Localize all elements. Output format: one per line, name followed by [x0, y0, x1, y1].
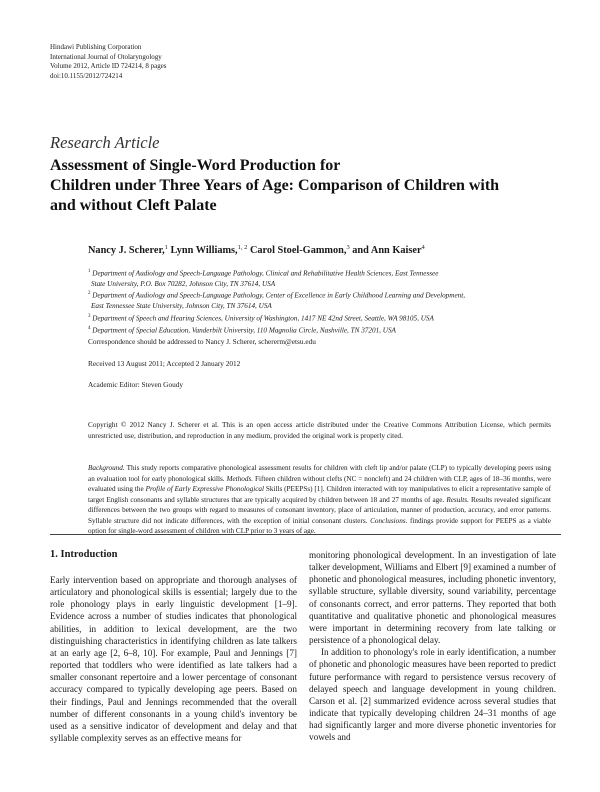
- academic-editor: Academic Editor: Steven Goudy: [88, 380, 184, 389]
- header-doi: doi:10.1155/2012/724214: [50, 71, 123, 80]
- title-line: Children under Three Years of Age: Comparison of Children with: [50, 177, 500, 194]
- author-affil-ref: 1: [164, 244, 168, 251]
- section-divider: [50, 534, 561, 535]
- header-publisher: Hindawi Publishing Corporation: [50, 43, 142, 51]
- article-type: Research Article: [50, 133, 160, 152]
- author-list: [88, 244, 425, 256]
- abstract: [88, 463, 551, 537]
- abstract-text: Results revealed significant differences between the two groups with regard to measures of consonant inventory, place of articulation, manner of production, accuracy, and error patterns. Syllable structure did not indicate differences, with the exception of initial consonant clusters.: [88, 495, 551, 525]
- affiliation-number: 1: [88, 269, 91, 274]
- journal-header: [50, 43, 167, 81]
- author-name: and Ann Kaiser: [352, 245, 422, 256]
- title-line: and without Cleft Palate: [50, 197, 217, 214]
- affiliation-number: 4: [88, 325, 91, 331]
- affiliation-text: Department of Speech and Hearing Sciences, University of Washington, 1417 NE 42nd Street, Seattle, WA 98105, USA: [92, 314, 434, 323]
- abstract-label: Results.: [446, 495, 469, 504]
- author-name: Lynn Williams,: [170, 245, 238, 256]
- affiliation-text: State University, P.O. Box 70282, Johnson City, TN 37614, USA: [91, 279, 276, 288]
- affiliation-text: Department of Audiology and Speech-Language Pathology, Center of Excellence in Early Childhood Learning and Development,: [92, 291, 466, 300]
- instrument-title: Profile of Early Expressive Phonological: [145, 485, 264, 493]
- affiliation-number: 2: [88, 291, 91, 297]
- header-volume: Volume 2012, Article ID 724214, 8 pages: [50, 62, 167, 70]
- abstract-text: This study reports comparative phonological assessment results for children with cleft lip and/or palate (CLP) to typically developing peers using an evaluation tool for early phonological skills.: [88, 464, 551, 483]
- copyright-notice: Copyright © 2012 Nancy J. Scherer et al. This is an open access article distributed under the Creative Commons Attribution License, which permits unrestricted use, distribution, and reproduction in any medium, provided the original work is properly cited.: [88, 420, 551, 440]
- affiliation: [88, 289, 558, 311]
- abstract-text: Skills (PEEPSs) [1]. Children interacted with toy manipulatives to elicit a representative sample of target English consonants and syllable structures that are typically acquired by children between 18 and 27 months of age.: [88, 485, 551, 504]
- header-journal: International Journal of Otolaryngology: [50, 52, 162, 61]
- affiliation-number: 3: [88, 313, 91, 319]
- abstract-label: Background.: [88, 464, 125, 472]
- body-column-right: [309, 549, 556, 744]
- author-name: Carol Stoel-Gammon,: [249, 245, 347, 256]
- title-line: Assessment of Single-Word Production for: [50, 157, 341, 174]
- abstract-label: Methods.: [226, 474, 254, 483]
- author-affil-ref: 3: [346, 244, 350, 251]
- body-paragraph: monitoring phonological development. In an investigation of late talker development, Williams and Elbert [9] examined a number of phonetic and phonological measures, including phonetic inventory, syllable structure, syllable diversity, sound variability, percentage of consonants correct, and error patterns. They reported that both quantitative and qualitative phonetic and phonological measures were important in determining recovery from late talking or persistence of a phonological delay.: [309, 550, 556, 646]
- affiliation: [88, 312, 558, 324]
- author-name: Nancy J. Scherer,: [88, 245, 165, 256]
- author-affil-ref: 1, 2: [237, 244, 248, 251]
- affiliation-text: East Tennessee State University, Johnson City, TN 37614, USA: [91, 302, 272, 311]
- affiliation: [88, 267, 558, 289]
- paper-title: [50, 156, 560, 216]
- affiliation-text: Department of Audiology and Speech-Language Pathology, Clinical and Rehabilitative Health Sciences, East Tennessee: [92, 269, 439, 278]
- body-paragraph: Early intervention based on appropriate and thorough analyses of articulatory and phonological skills is essential; largely due to the role phonology plays in early linguistic development [1–9]. Evidence across a number of studies indicates that phonological abilities, in addition to lexical development, are the two distinguishing characteristics in identifying children as late talkers at an early age [2, 6–8, 10]. For example, Paul and Jennings [7] reported that toddlers who were identified as late talkers had a smaller consonant repertoire and a lower percentage of consonant accuracy compared to typically developing age peers. Based on their findings, Paul and Jennings recommended that the overall number of different consonants in a young child's inventory be used as a sensitive indicator of development and delay and that syllable complexity serves as an effective means for: [50, 575, 297, 744]
- abstract-text: findings provide support for PEEPS as a viable option for single-word assessment of children with CLP prior to 3 years of age.: [88, 516, 551, 535]
- received-date: Received 13 August 2011; Accepted 2 January 2012: [88, 359, 241, 368]
- body-column-left: [50, 574, 297, 744]
- affiliation: [88, 324, 558, 336]
- affiliation-text: Department of Special Education, Vanderbilt University, 110 Magnolia Circle, Nashville, TN 37201, USA: [92, 326, 396, 335]
- body-paragraph: In addition to phonology's role in early identification, a number of phonetic and phonologic measures have been reported to predict future performance with regard to persistence versus recovery of delayed speech and language development in young children. Carson et al. [2] summarized evidence across several studies that indicate that typically developing children 24–31 months of age had significantly larger and more diverse phonetic inventories for vowels and: [309, 647, 556, 743]
- author-affil-ref: 4: [421, 244, 425, 251]
- correspondence-line: Correspondence should be addressed to Nancy J. Scherer, schererm@etsu.edu: [88, 337, 316, 346]
- abstract-text: Fifteen children without clefts (NC = noncleft) and 24 children with CLP, ages of 18–36 months, were evaluated using the: [88, 474, 551, 493]
- affiliations: [88, 267, 558, 336]
- section-heading: 1. Introduction: [50, 549, 118, 560]
- abstract-label: Conclusions.: [370, 516, 408, 525]
